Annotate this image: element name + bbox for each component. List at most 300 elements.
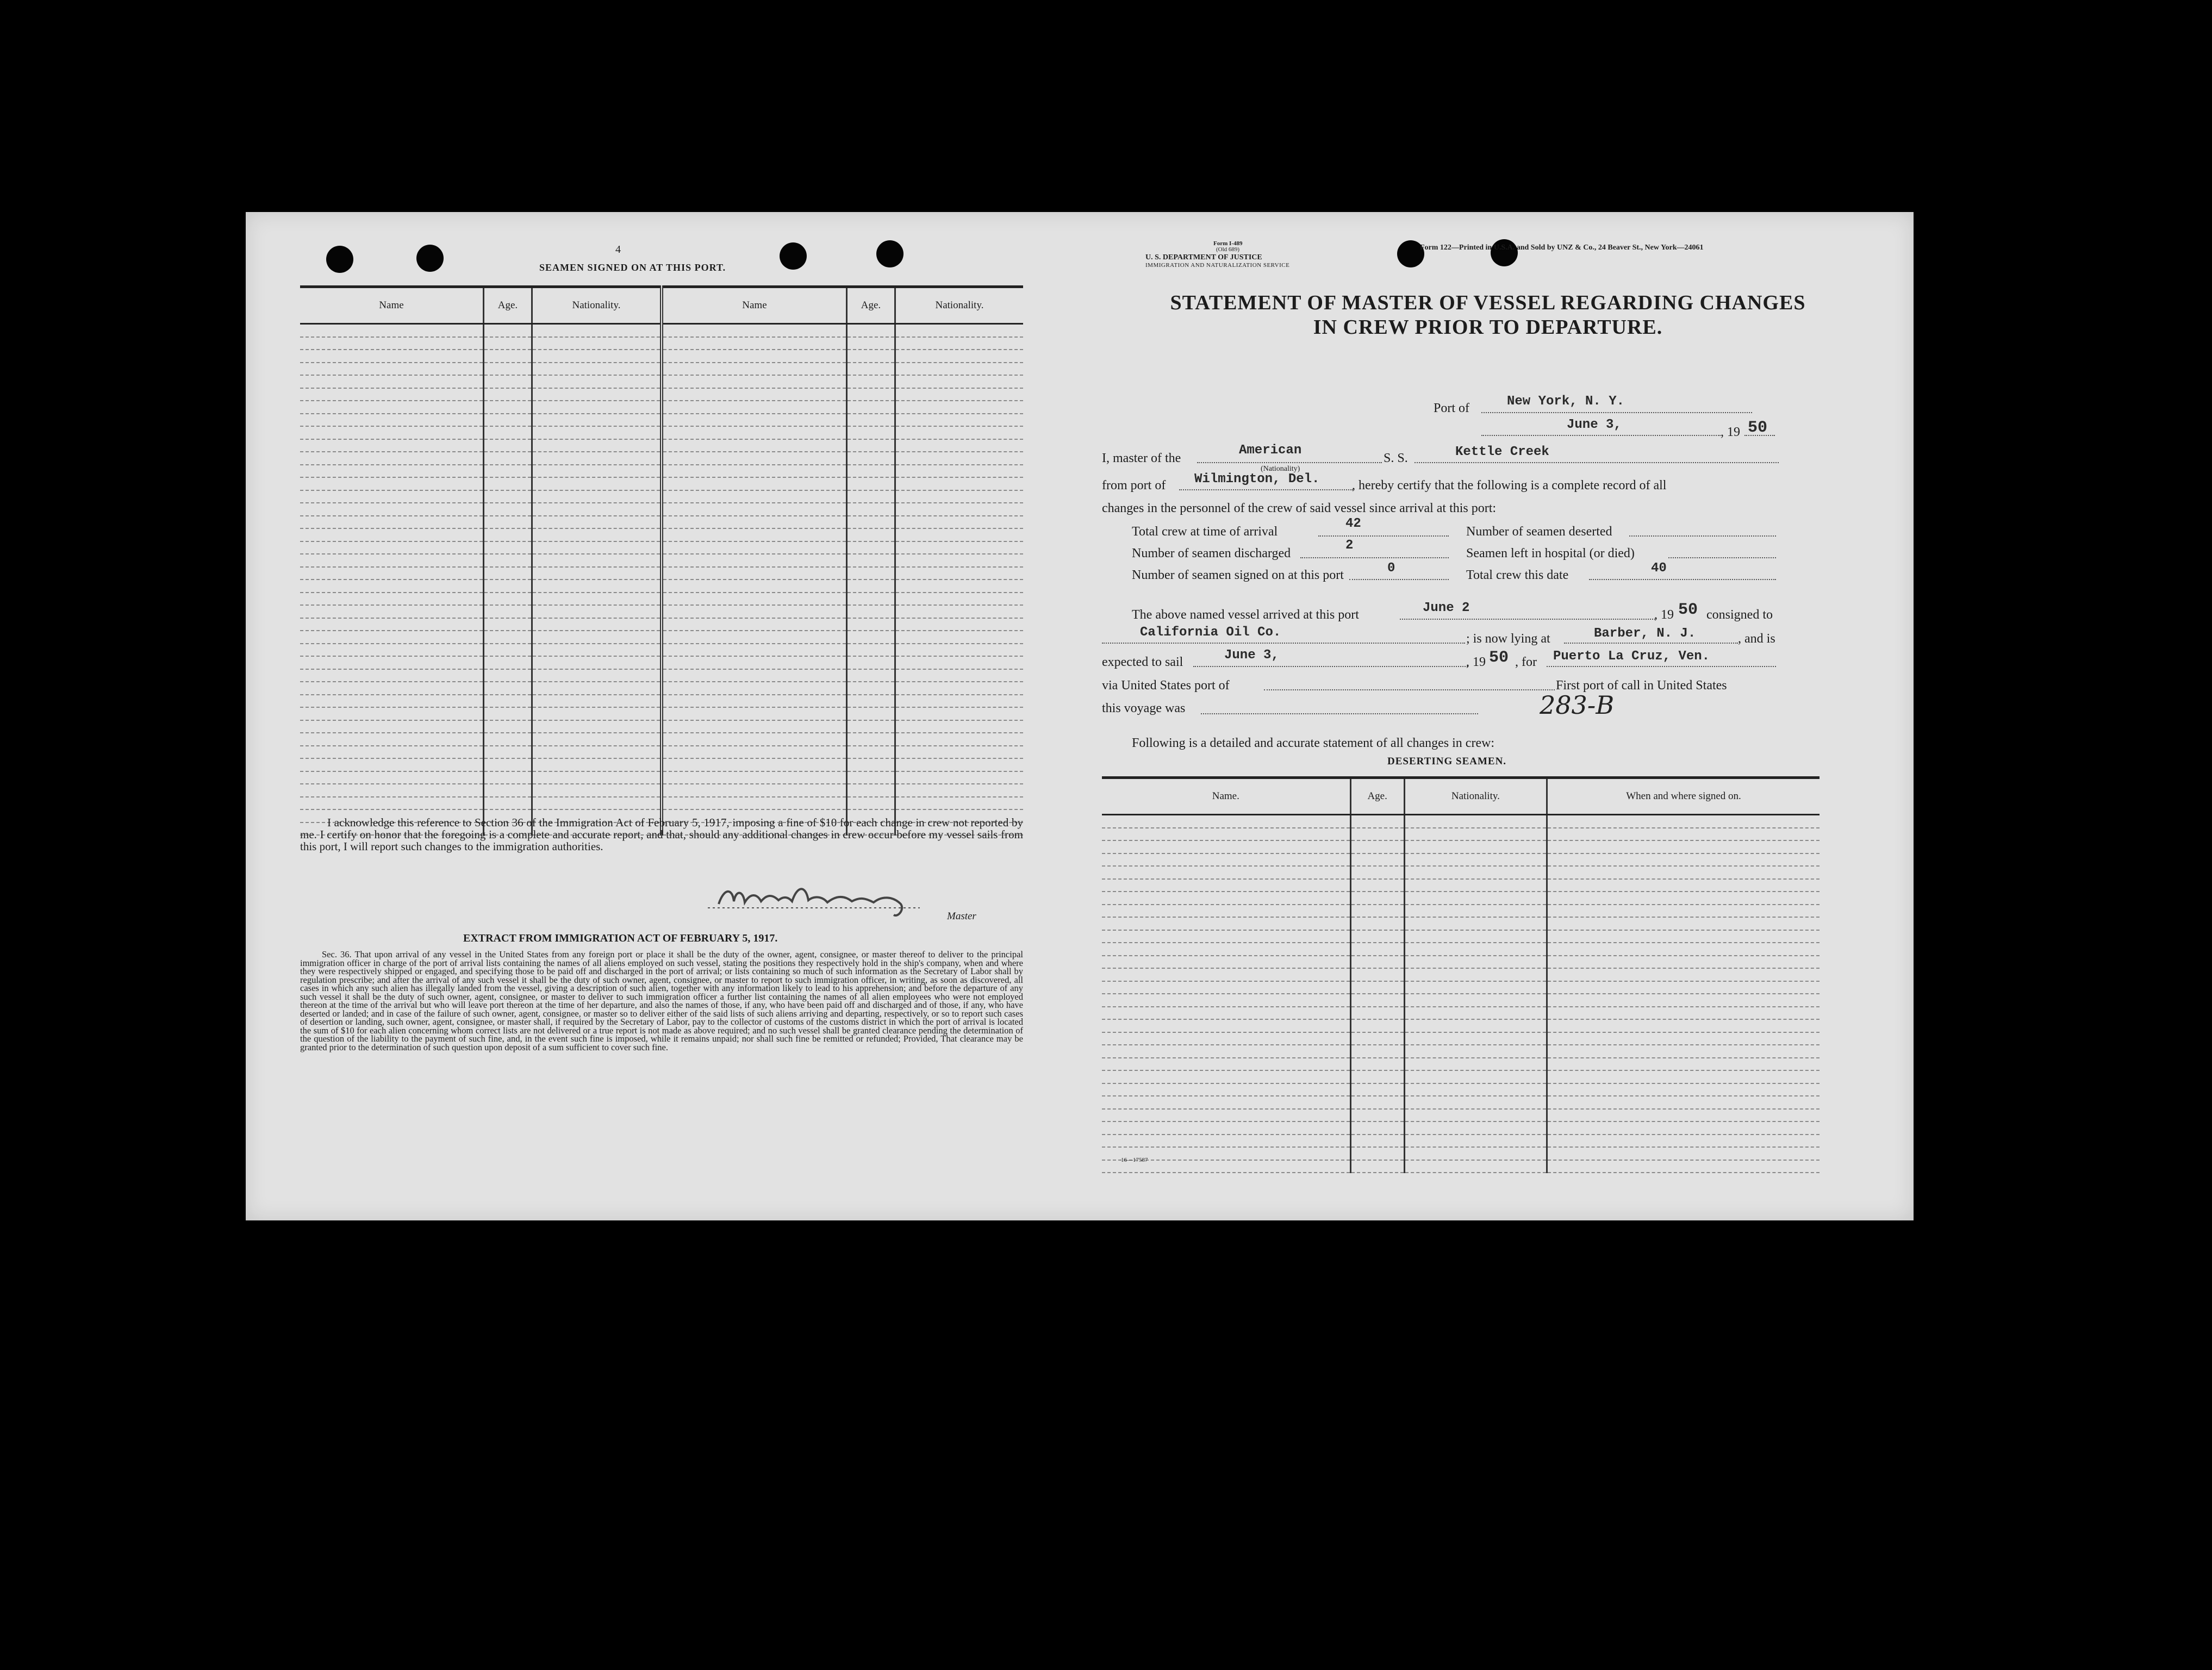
table-cell [1102, 1019, 1350, 1032]
left-page [246, 212, 1072, 1220]
table-row [1102, 1070, 1820, 1083]
table-cell [1350, 968, 1404, 981]
consignee-value: California Oil Co. [1140, 625, 1281, 640]
table-cell [300, 758, 483, 771]
table-cell [300, 733, 483, 746]
table-cell [1547, 956, 1820, 969]
table-cell [1404, 994, 1547, 1007]
table-cell [300, 426, 483, 439]
table-cell [1350, 892, 1404, 905]
table-cell [300, 669, 483, 682]
master-of-label: I, master of the [1102, 451, 1181, 465]
table-cell [532, 503, 662, 516]
footer-code: 16—17587 [1121, 1157, 1148, 1163]
table-cell [662, 388, 846, 401]
table-cell [662, 631, 846, 644]
table-cell [1350, 828, 1404, 841]
table-cell [1547, 1083, 1820, 1096]
via-field [1264, 689, 1555, 690]
table-cell [1547, 1109, 1820, 1122]
table-row [1102, 1007, 1820, 1020]
table-cell [662, 618, 846, 631]
table-cell [846, 631, 895, 644]
table-row [300, 605, 1023, 618]
table-cell [846, 707, 895, 720]
table-cell [895, 784, 1023, 797]
table-cell [1404, 1058, 1547, 1071]
table-row [1102, 943, 1820, 956]
table-cell [662, 669, 846, 682]
table-cell [662, 746, 846, 759]
acknowledgement-text: I acknowledge this reference to Section 36 of the Immigration Act of February 5, 1917, imposing a fine of $10 for each change in crew not reported by me. I certify on honor that the foregoing is a complete and accurate report, and that, should any additional changes in crew occur before my vessel sails from this port, I will report such changes to the immigration authorities. [300, 816, 1023, 853]
table-cell [1404, 892, 1547, 905]
table-cell [483, 746, 532, 759]
table-cell [532, 567, 662, 580]
table-cell [846, 567, 895, 580]
table-cell [846, 541, 895, 554]
table-cell [532, 477, 662, 490]
table-row [300, 644, 1023, 657]
table-cell [895, 593, 1023, 606]
table-row [1102, 1058, 1820, 1071]
table-cell [1102, 1096, 1350, 1109]
date-value: June 3, [1567, 418, 1622, 432]
table-row [1102, 1121, 1820, 1135]
table-cell [1547, 930, 1820, 943]
table-cell [532, 528, 662, 541]
certify-text-2: changes in the personnel of the crew of said vessel since arrival at this port: [1102, 501, 1497, 515]
table-cell [532, 669, 662, 682]
table-cell [300, 414, 483, 427]
column-header-nationality: Nationality. [1404, 778, 1547, 815]
table-cell [895, 669, 1023, 682]
table-cell [662, 579, 846, 593]
table-cell [300, 337, 483, 350]
lying-label: ; is now lying at [1466, 632, 1550, 646]
old-form-number: (Old 689) [1216, 246, 1240, 253]
deserting-seamen-table [1102, 776, 1820, 1173]
table-cell [300, 707, 483, 720]
table-row [300, 541, 1023, 554]
table-row [300, 746, 1023, 759]
table-row [300, 426, 1023, 439]
sail-date-field [1193, 666, 1468, 667]
table-cell [895, 439, 1023, 452]
table-cell [895, 644, 1023, 657]
table-cell [846, 388, 895, 401]
table-cell [532, 439, 662, 452]
table-row [1102, 840, 1820, 853]
table-row [1102, 1096, 1820, 1109]
table-cell [532, 618, 662, 631]
table-cell [483, 516, 532, 529]
table-cell [1350, 1032, 1404, 1045]
table-cell [846, 439, 895, 452]
table-row [1102, 994, 1820, 1007]
table-cell [662, 477, 846, 490]
table-cell [895, 452, 1023, 465]
table-cell [1350, 1135, 1404, 1148]
table-cell [662, 528, 846, 541]
table-cell [662, 567, 846, 580]
table-cell [300, 746, 483, 759]
table-cell [483, 388, 532, 401]
table-cell [1547, 981, 1820, 994]
table-cell [1404, 879, 1547, 892]
table-cell [300, 567, 483, 580]
table-cell [846, 771, 895, 784]
table-cell [662, 503, 846, 516]
table-cell [300, 516, 483, 529]
this-voyage-label: this voyage was [1102, 701, 1186, 715]
table-row [300, 682, 1023, 695]
table-row [300, 452, 1023, 465]
table-cell [300, 579, 483, 593]
table-cell [846, 669, 895, 682]
table-cell [662, 465, 846, 478]
table-cell [895, 554, 1023, 567]
via-label: via United States port of [1102, 678, 1230, 693]
table-row [300, 337, 1023, 350]
table-cell [1102, 981, 1350, 994]
signed-on-rows [300, 324, 1023, 836]
table-cell [895, 579, 1023, 593]
form-number: Form I-489 [1213, 240, 1243, 247]
table-cell [483, 567, 532, 580]
table-cell [1102, 866, 1350, 879]
table-cell [1350, 994, 1404, 1007]
port-of-value: New York, N. Y. [1507, 394, 1625, 409]
table-cell [1350, 1147, 1404, 1160]
table-cell [1350, 879, 1404, 892]
table-cell [300, 682, 483, 695]
lying-value: Barber, N. J. [1594, 626, 1696, 641]
table-cell [1350, 1070, 1404, 1083]
table-row [300, 631, 1023, 644]
table-cell [532, 656, 662, 669]
section-label: Sec. 36. [322, 949, 352, 959]
table-cell [895, 528, 1023, 541]
total-crew-date-field [1589, 579, 1776, 580]
table-cell [1350, 930, 1404, 943]
discharged-label: Number of seamen discharged [1132, 546, 1291, 560]
table-cell [662, 324, 846, 337]
table-cell [532, 746, 662, 759]
table-cell [846, 401, 895, 414]
table-cell [1404, 1070, 1547, 1083]
table-cell [1547, 994, 1820, 1007]
table-cell [1102, 905, 1350, 918]
table-row [1102, 956, 1820, 969]
table-cell [300, 375, 483, 388]
table-cell [1350, 1096, 1404, 1109]
table-cell [1350, 917, 1404, 930]
table-cell [300, 695, 483, 708]
table-row [1102, 930, 1820, 943]
table-cell [1547, 815, 1820, 828]
ss-label: S. S. [1384, 451, 1408, 465]
extract-body: That upon arrival of any vessel in the United States from any foreign port or place it shall be the duty of the owner, agent, consignee, or master thereof to deliver to the principal immigration officer in charge of the port of arrival lists containing the names of all aliens employed on such vessel, stating the positions they respectively hold in the ship's company, when and where they were respectively shipped or engaged, and specifying those to be paid off and discharged in the port of arrival; or lists containing so much of such information as the Secretary of Labor shall by regulation prescribe; and after the arrival of any such vessel it shall be the duty of such owner, agent, consignee, or master to report to such immigration officer, in writing, as soon as discovered, all cases in which any such alien has illegally landed from the vessel, giving a description of such alien, together with any information likely to lead to his apprehension; and before the departure of any such vessel it shall be the duty of such owner, agent, consignee, or master to deliver to such immigration officer a further list containing the names of all alien employees who were not employed thereon at the time of the arrival but who will leave port thereon at the time of her departure, and also the names of those, if any, who have been paid off and discharged and of those, if any, who have deserted or landed; and in case of the failure of such owner, agent, consignee, or master so to deliver either of the said lists of such aliens arriving and departing, respectively, or so to report such cases of desertion or landing, such owner, agent, consignee, or master shall, if required by the Secretary of Labor, pay to the collector of customs of the customs district in which the port of arrival is located the sum of $10 for each alien concerning whom correct lists are not delivered or a true report is not made as above required; and no such vessel shall be granted clearance pending the determination of the question of the liability to the payment of such fine, and, in the event such fine is imposed, while it remains unpaid; nor shall such fine be remitted or refunded; Provided, That clearance may be granted prior to the determination of such question upon deposit of a sum sufficient to cover such fine. [300, 949, 1023, 1052]
table-cell [1547, 828, 1820, 841]
table-cell [483, 401, 532, 414]
lying-field [1564, 643, 1738, 644]
vessel-name-field [1415, 462, 1779, 463]
table-cell [895, 503, 1023, 516]
table-cell [300, 350, 483, 363]
table-cell [300, 324, 483, 337]
table-cell [532, 579, 662, 593]
table-cell [846, 733, 895, 746]
table-cell [483, 363, 532, 376]
table-row [1102, 866, 1820, 879]
table-cell [532, 631, 662, 644]
table-cell [846, 375, 895, 388]
table-cell [300, 477, 483, 490]
table-cell [483, 644, 532, 657]
table-cell [483, 439, 532, 452]
table-cell [532, 720, 662, 733]
table-cell [1102, 853, 1350, 867]
date-field [1481, 435, 1721, 436]
total-crew-date-label: Total crew this date [1466, 568, 1569, 582]
master-label: Master [947, 911, 976, 922]
table-cell [895, 746, 1023, 759]
form-title-line-2: IN CREW PRIOR TO DEPARTURE. [1313, 316, 1663, 339]
table-cell [532, 465, 662, 478]
column-header-nationality: Nationality. [532, 287, 662, 324]
arrived-date-field [1400, 619, 1655, 620]
table-cell [895, 337, 1023, 350]
table-cell [846, 503, 895, 516]
and-is-label: , and is [1738, 632, 1775, 646]
total-crew-arrival-value: 42 [1345, 516, 1361, 531]
table-cell [1404, 981, 1547, 994]
table-cell [1404, 1135, 1547, 1148]
table-cell [662, 707, 846, 720]
department-name: U. S. DEPARTMENT OF JUSTICE [1145, 253, 1262, 261]
table-cell [846, 682, 895, 695]
table-cell [846, 414, 895, 427]
table-cell [483, 350, 532, 363]
table-cell [1102, 1121, 1350, 1135]
table-cell [1102, 1032, 1350, 1045]
table-cell [846, 593, 895, 606]
table-cell [846, 656, 895, 669]
table-cell [895, 695, 1023, 708]
table-row [1102, 917, 1820, 930]
signed-on-table-title: SEAMEN SIGNED ON AT THIS PORT. [539, 262, 726, 273]
table-row [1102, 1045, 1820, 1058]
table-cell [483, 324, 532, 337]
total-crew-arrival-field [1318, 535, 1449, 537]
discharged-value: 2 [1345, 538, 1354, 553]
table-cell [895, 682, 1023, 695]
table-row [1102, 968, 1820, 981]
from-port-field [1179, 489, 1353, 490]
hospital-field [1668, 557, 1776, 558]
table-cell [300, 388, 483, 401]
table-cell [1404, 828, 1547, 841]
table-cell [532, 452, 662, 465]
table-cell [846, 516, 895, 529]
table-row [1102, 1083, 1820, 1096]
table-cell [483, 784, 532, 797]
table-cell [662, 490, 846, 503]
table-cell [300, 784, 483, 797]
table-cell [895, 516, 1023, 529]
table-cell [1350, 1121, 1404, 1135]
table-row [1102, 892, 1820, 905]
table-row [1102, 981, 1820, 994]
deserting-seamen-rows [1102, 815, 1820, 1173]
right-page [1086, 212, 1914, 1220]
table-row [300, 784, 1023, 797]
table-cell [662, 695, 846, 708]
table-cell [1404, 1045, 1547, 1058]
table-cell [300, 541, 483, 554]
table-row [300, 593, 1023, 606]
table-cell [1404, 905, 1547, 918]
table-row [1102, 1147, 1820, 1160]
page-number: 4 [615, 244, 621, 256]
extract-title: EXTRACT FROM IMMIGRATION ACT OF FEBRUARY 5, 1917. [463, 932, 778, 944]
table-cell [662, 363, 846, 376]
table-cell [1404, 866, 1547, 879]
table-cell [1404, 1121, 1547, 1135]
total-crew-arrival-label: Total crew at time of arrival [1132, 525, 1278, 539]
from-port-value: Wilmington, Del. [1194, 472, 1320, 487]
table-cell [895, 707, 1023, 720]
table-cell [1547, 1135, 1820, 1148]
nationality-label: (Nationality) [1261, 465, 1300, 473]
table-cell [1102, 930, 1350, 943]
table-cell [846, 758, 895, 771]
table-cell [532, 707, 662, 720]
table-cell [846, 528, 895, 541]
table-cell [846, 644, 895, 657]
table-cell [662, 593, 846, 606]
table-cell [483, 375, 532, 388]
table-cell [532, 324, 662, 337]
table-cell [1102, 1109, 1350, 1122]
table-cell [1404, 1019, 1547, 1032]
table-cell [662, 733, 846, 746]
table-cell [1404, 1096, 1547, 1109]
this-voyage-field [1201, 713, 1478, 714]
table-cell [1547, 943, 1820, 956]
table-row [300, 720, 1023, 733]
table-cell [483, 618, 532, 631]
table-cell [895, 797, 1023, 810]
table-header-row [1102, 778, 1820, 815]
table-cell [1404, 815, 1547, 828]
table-row [300, 771, 1023, 784]
table-cell [1102, 892, 1350, 905]
table-cell [662, 439, 846, 452]
table-cell [532, 516, 662, 529]
table-cell [1102, 1135, 1350, 1148]
table-row [300, 579, 1023, 593]
table-cell [483, 797, 532, 810]
form-title-line-1: STATEMENT OF MASTER OF VESSEL REGARDING CHANGES [1170, 291, 1806, 314]
table-cell [300, 465, 483, 478]
table-cell [1547, 1147, 1820, 1160]
table-cell [895, 388, 1023, 401]
table-cell [662, 644, 846, 657]
table-cell [300, 656, 483, 669]
table-cell [846, 324, 895, 337]
table-cell [1350, 1083, 1404, 1096]
expected-label: expected to sail [1102, 655, 1183, 669]
table-cell [300, 605, 483, 618]
destination-value: Puerto La Cruz, Ven. [1553, 649, 1710, 664]
table-cell [483, 695, 532, 708]
deserting-title: DESERTING SEAMEN. [1387, 756, 1507, 767]
table-cell [483, 669, 532, 682]
table-cell [532, 644, 662, 657]
table-cell [895, 541, 1023, 554]
table-cell [846, 490, 895, 503]
table-cell [662, 554, 846, 567]
printer-note: Form 122—Printed in U.S.A. and Sold by UNZ & Co., 24 Beaver St., New York—24061 [1420, 244, 1704, 252]
table-cell [846, 746, 895, 759]
table-cell [300, 771, 483, 784]
signed-on-field [1349, 579, 1449, 580]
table-cell [300, 363, 483, 376]
table-cell [300, 503, 483, 516]
table-cell [895, 605, 1023, 618]
column-header-age: Age. [483, 287, 532, 324]
table-cell [300, 593, 483, 606]
table-row [300, 490, 1023, 503]
table-cell [662, 414, 846, 427]
table-cell [1350, 1109, 1404, 1122]
table-row [300, 388, 1023, 401]
table-cell [1350, 1045, 1404, 1058]
table-cell [532, 401, 662, 414]
signed-on-table [300, 285, 1023, 836]
table-cell [846, 554, 895, 567]
table-cell [483, 528, 532, 541]
table-row [1102, 1109, 1820, 1122]
table-cell [532, 682, 662, 695]
table-cell [846, 695, 895, 708]
table-cell [662, 452, 846, 465]
column-header-age: Age. [846, 287, 895, 324]
table-cell [895, 401, 1023, 414]
table-cell [1102, 1070, 1350, 1083]
table-cell [532, 554, 662, 567]
table-cell [300, 528, 483, 541]
table-cell [1404, 956, 1547, 969]
table-cell [483, 758, 532, 771]
table-cell [1404, 943, 1547, 956]
destination-field [1547, 666, 1776, 667]
vessel-name: Kettle Creek [1455, 445, 1549, 459]
service-name: IMMIGRATION AND NATURALIZATION SERVICE [1145, 262, 1290, 269]
table-row [300, 528, 1023, 541]
table-row [300, 567, 1023, 580]
table-row [1102, 853, 1820, 867]
table-cell [1547, 1032, 1820, 1045]
table-cell [300, 490, 483, 503]
table-row [300, 516, 1023, 529]
arrived-value: June 2 [1423, 601, 1470, 615]
table-cell [846, 452, 895, 465]
table-cell [532, 490, 662, 503]
table-cell [483, 465, 532, 478]
table-cell [483, 771, 532, 784]
